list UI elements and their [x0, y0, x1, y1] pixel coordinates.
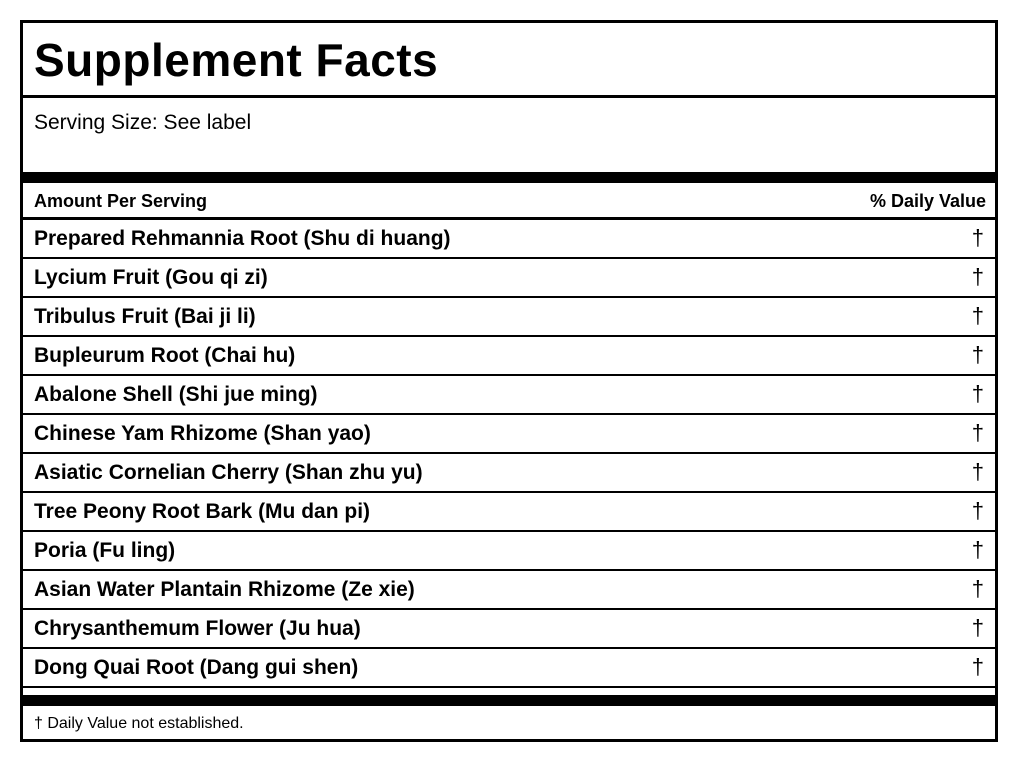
ingredient-row: [23, 376, 995, 415]
amount-per-serving-header: Amount Per Serving: [34, 191, 208, 211]
ingredient-daily-value: †: [971, 498, 984, 523]
ingredient-daily-value: †: [971, 225, 984, 250]
ingredient-row: [23, 610, 995, 649]
ingredient-row: [23, 259, 995, 298]
ingredient-row: [23, 571, 995, 610]
ingredient-name: Bupleurum Root (Chai hu): [34, 344, 296, 367]
serving-size: Serving Size: See label: [34, 111, 252, 134]
panel-title: Supplement Facts: [34, 34, 439, 86]
ingredient-row: [23, 454, 995, 493]
ingredient-name: Poria (Fu ling): [34, 539, 176, 562]
ingredient-name: Tree Peony Root Bark (Mu dan pi): [34, 500, 371, 523]
ingredient-row: [23, 220, 995, 259]
ingredient-daily-value: †: [971, 381, 984, 406]
ingredient-name: Prepared Rehmannia Root (Shu di huang): [34, 227, 451, 250]
ingredient-daily-value: †: [971, 342, 984, 367]
ingredient-row: [23, 415, 995, 454]
daily-value-footnote: † Daily Value not established.: [34, 715, 244, 732]
ingredient-row: [23, 532, 995, 571]
ingredient-name: Chrysanthemum Flower (Ju hua): [34, 617, 361, 640]
ingredient-name: Tribulus Fruit (Bai ji li): [34, 305, 256, 328]
ingredient-name: Dong Quai Root (Dang gui shen): [34, 656, 359, 679]
top-thick-divider: [23, 172, 995, 183]
ingredient-name: Lycium Fruit (Gou qi zi): [34, 266, 268, 289]
ingredient-daily-value: †: [971, 420, 984, 445]
ingredient-row: [23, 337, 995, 376]
daily-value-header: % Daily Value: [869, 191, 986, 211]
supplement-facts-panel: [20, 20, 998, 742]
ingredient-row: [23, 493, 995, 532]
column-header-row: [23, 183, 995, 220]
ingredient-list: [23, 220, 995, 688]
ingredient-name: Chinese Yam Rhizome (Shan yao): [34, 422, 371, 445]
ingredient-name: Abalone Shell (Shi jue ming): [34, 383, 318, 406]
serving-section: [23, 98, 995, 172]
bottom-thick-divider: [23, 695, 995, 706]
ingredient-daily-value: †: [971, 537, 984, 562]
ingredient-daily-value: †: [971, 303, 984, 328]
ingredient-name: Asian Water Plantain Rhizome (Ze xie): [34, 578, 415, 601]
title-section: [23, 23, 995, 98]
ingredient-daily-value: †: [971, 264, 984, 289]
ingredient-row: [23, 298, 995, 337]
footnote-section: [23, 706, 995, 739]
ingredient-name: Asiatic Cornelian Cherry (Shan zhu yu): [34, 461, 423, 484]
ingredient-daily-value: †: [971, 459, 984, 484]
ingredient-row: [23, 649, 995, 688]
ingredient-daily-value: †: [971, 615, 984, 640]
ingredient-daily-value: †: [971, 576, 984, 601]
ingredient-daily-value: †: [971, 654, 984, 679]
